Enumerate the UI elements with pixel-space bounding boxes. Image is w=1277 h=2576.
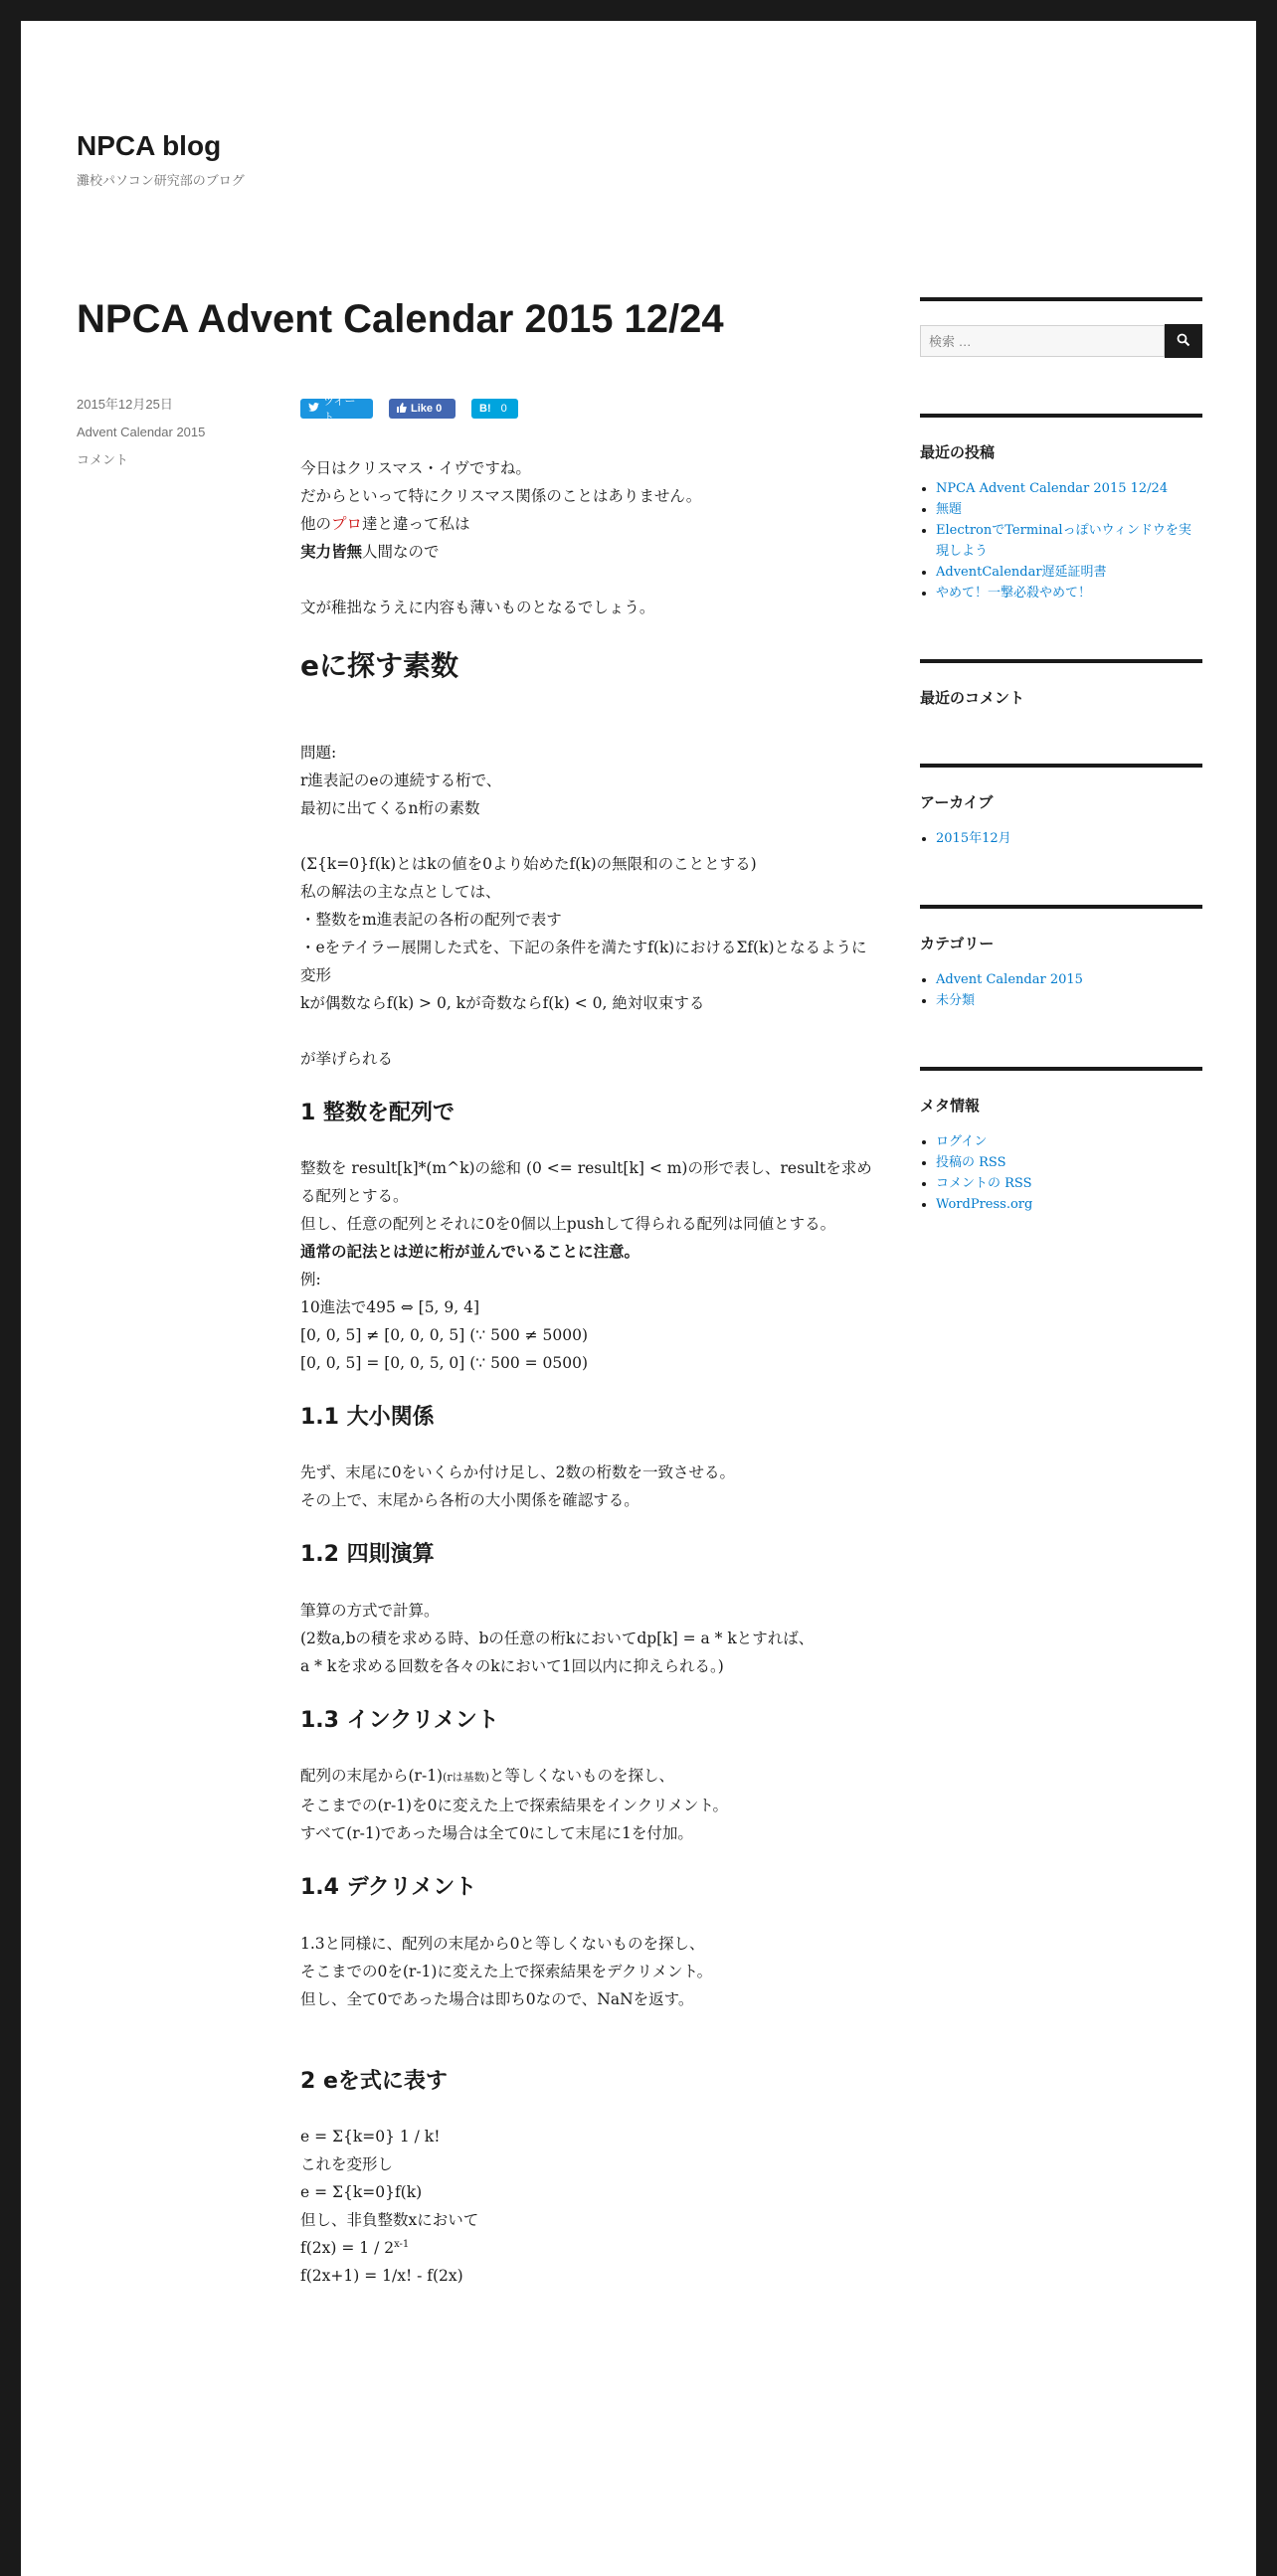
approach-conclusion: が挙げられる — [300, 1049, 394, 1068]
hatena-bookmark-button[interactable] — [471, 399, 518, 419]
recent-posts-title: 最近の投稿 — [920, 443, 996, 461]
post-meta — [77, 391, 275, 474]
recent-posts-list — [920, 478, 1202, 603]
share-buttons — [300, 396, 518, 424]
hatena-count: 0 — [500, 403, 507, 415]
meta-title: メタ情報 — [920, 1097, 981, 1115]
search-widget — [920, 297, 1202, 358]
archives-widget — [920, 764, 1202, 849]
intro-paragraph: 今日はクリスマス・イヴですね。 だからといって特にクリスマス関係のことはありません。 他のプロ達と違って私は 実力皆無人間なので — [300, 459, 702, 561]
category-link[interactable]: • Advent Calendar 2015 — [936, 969, 1202, 990]
pro-highlight: プロ — [331, 515, 363, 533]
intro-paragraph-2: 文が稚拙なうえに内容も薄いものとなるでしょう。 — [300, 599, 655, 616]
section-heading-1-4: 1.4 デクリメント — [300, 1875, 477, 1901]
meta-link-comments-rss[interactable]: • コメントの RSS — [936, 1173, 1202, 1194]
categories-widget — [920, 905, 1202, 1011]
recent-comments-title: 最近のコメント — [920, 689, 1025, 707]
categories-list — [920, 969, 1202, 1011]
section-1-3-paragraph: 配列の末尾から(r-1)(rは基数)と等しくないものを探し、 そこまでの(r-1)を0に変えた上で探索結果をインクリメント。 すべて(r-1)であった場合は全て0にして末尾に1を付加。 — [300, 1767, 728, 1843]
section-1-paragraph: 整数を result[k]*(m^k)の総和 (0 <= result[k] < m)の形で表し、resultを求める配列とする。 但し、任意の配列とそれに0を0個以上pushして得られる配列は同値とする。 通常の記法とは逆に桁が並んでいることに注意。 例: 10進法で495 ⇔ [5, 9, 4] [0, 0, 5] ≠ [0, 0, 0, 5] (∵ 500 ≠ 5000) [0, 0, 5] = [0, 0, 5, 0] (∵ 500 = 0500) — [300, 1158, 872, 1372]
section-heading-2: 2 eを式に表す — [300, 2068, 448, 2094]
recent-post-link[interactable]: • AdventCalendar遅延証明書 — [936, 562, 1202, 583]
section-1-1-paragraph: 先ず、末尾に0をいくらか付け足し、2数の桁数を一致させる。 その上で、末尾から各桁の大小関係を確認する。 — [300, 1463, 735, 1510]
meta-link-posts-rss[interactable]: • 投稿の RSS — [936, 1152, 1202, 1173]
recent-comments-widget — [920, 659, 1202, 708]
post-content — [300, 454, 877, 2318]
site-description: 灘校パソコン研究部のブログ — [77, 173, 245, 188]
categories-title: カテゴリー — [920, 935, 995, 952]
archives-list — [920, 828, 1202, 849]
twitter-bird-icon — [308, 403, 319, 415]
search-icon — [1177, 332, 1190, 351]
hatena-bookmark-icon: B! — [479, 403, 491, 415]
recent-post-link[interactable]: • ElectronでTerminalっぽいウィンドウを実現しよう — [936, 520, 1202, 562]
recent-post-link[interactable]: • やめて！一撃必殺やめて！ — [936, 583, 1202, 603]
meta-widget — [920, 1067, 1202, 1215]
archive-link[interactable]: • 2015年12月 — [936, 828, 1202, 849]
tweet-label: ツイート — [323, 396, 356, 424]
category-link[interactable]: • 未分類 — [936, 990, 1202, 1011]
search-button[interactable] — [1165, 324, 1202, 358]
archives-title: アーカイブ — [920, 793, 994, 811]
recent-posts-widget — [920, 414, 1202, 603]
tweet-button[interactable] — [300, 396, 373, 424]
sidebar — [920, 297, 1202, 1271]
section-1-2-paragraph: 筆算の方式で計算。 (2数a,bの積を求める時、bの任意の桁kにおいてdp[k] = a * kとすれば、 a * kを求める回数を各々のkにおいて1回以内に抑えられる。) — [300, 1601, 815, 1675]
search-input[interactable] — [920, 325, 1165, 357]
meta-link-wordpress[interactable]: • WordPress.org — [936, 1194, 1202, 1215]
section-heading-1: 1 整数を配列で — [300, 1100, 455, 1125]
meta-list — [920, 1131, 1202, 1215]
facebook-like-button[interactable] — [389, 399, 456, 419]
page — [21, 21, 1256, 2576]
recent-post-link[interactable]: • NPCA Advent Calendar 2015 12/24 — [936, 478, 1202, 499]
search-form — [920, 325, 1202, 358]
section-heading-1-3: 1.3 インクリメント — [300, 1707, 499, 1733]
post-comment-link[interactable]: コメント — [77, 452, 129, 467]
site-header — [77, 130, 245, 189]
meta-link-login[interactable]: • ログイン — [936, 1131, 1202, 1152]
post-title: NPCA Advent Calendar 2015 12/24 — [77, 297, 724, 341]
section-heading-main: eに探す素数 — [300, 649, 458, 682]
approach-paragraph: (Σ{k=0}f(k)とはkの値を0より始めたf(k)の無限和のこととする) 私の解法の主な点としては、 ・整数をm進表記の各桁の配列で表す ・eをテイラー展開した式を、下記の条件を満たすf(k)におけるΣf(k)となるように変形 kが偶数ならf(k) > 0, kが奇数ならf(k) < 0, 絶対収束する — [300, 854, 867, 1012]
problem-paragraph: 問題: r進表記のeの連続する桁で、 最初に出てくるn桁の素数 — [300, 743, 502, 817]
post-date[interactable]: 2015年12月25日 — [77, 397, 173, 412]
recent-post-link[interactable]: • 無題 — [936, 499, 1202, 520]
section-heading-1-2: 1.2 四則演算 — [300, 1542, 435, 1568]
site-title[interactable]: NPCA blog — [77, 130, 222, 161]
bold-text: 実力皆無 — [300, 542, 363, 561]
section-heading-1-1: 1.1 大小関係 — [300, 1404, 435, 1430]
post-category[interactable]: Advent Calendar 2015 — [77, 425, 206, 439]
section-2-paragraph: e = Σ{k=0} 1 / k! これを変形し e = Σ{k=0}f(k) 但し、非負整数xにおいて f(2x) = 1 / 2$^{x-1}$ f(2x+1) = 1/x! - f(2x) — [300, 2127, 479, 2285]
section-1-4-paragraph: 1.3と同様に、配列の末尾から0と等しくないものを探し、 そこまでの0を(r-1)に変えた上で探索結果をデクリメント。 但し、全て0であった場合は即ち0なので、NaNを返す。 — [300, 1934, 713, 2008]
like-label: Like 0 — [411, 403, 443, 415]
thumbs-up-icon — [397, 403, 407, 416]
